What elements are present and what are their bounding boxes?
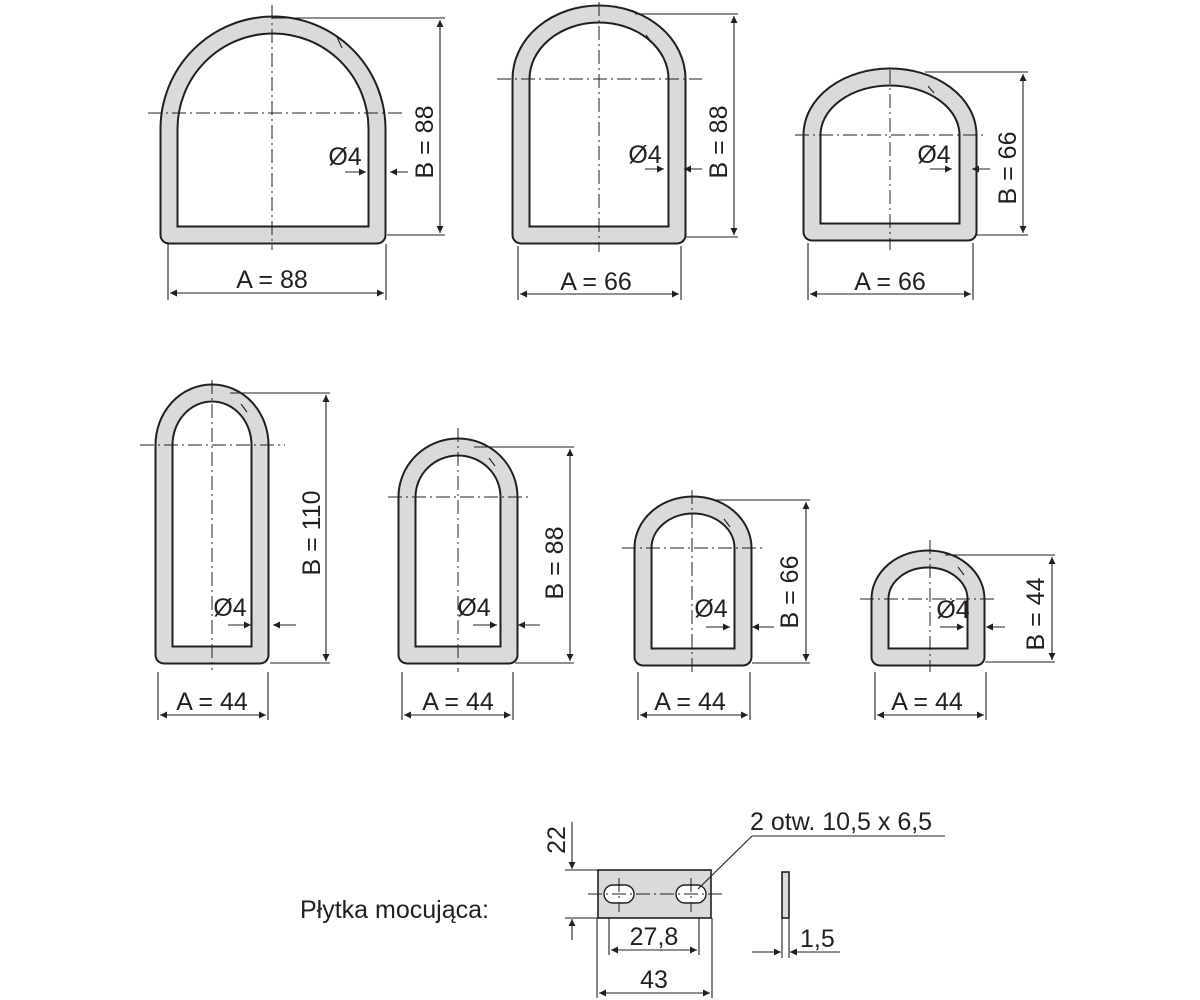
handle-6 xyxy=(622,490,810,720)
plate-height-label: 22 xyxy=(543,826,571,854)
handle-4 xyxy=(140,380,330,720)
plate-side-view xyxy=(782,872,789,918)
handle-2-width-label: A = 66 xyxy=(560,268,632,296)
handle-2-height-label: B = 88 xyxy=(705,105,733,179)
handle-7-width-label: A = 44 xyxy=(891,688,963,716)
plate-hole-spacing-label: 27,8 xyxy=(629,923,679,951)
handle-7 xyxy=(860,540,1055,720)
handle-4-height-label: B = 110 xyxy=(298,490,326,576)
handle-5-wire-label: Ø4 xyxy=(457,594,491,622)
handle-6-wire-label: Ø4 xyxy=(694,595,728,623)
handle-1-width-label: A = 88 xyxy=(236,266,308,294)
plate-holes-label: 2 otw. 10,5 x 6,5 xyxy=(750,808,933,836)
handle-5-height-label: B = 88 xyxy=(541,526,569,600)
handle-2 xyxy=(497,2,738,300)
handle-6-height-label: B = 66 xyxy=(776,555,804,629)
plate-length-label: 43 xyxy=(640,966,668,994)
mounting-plate xyxy=(300,808,945,998)
handle-3-width-label: A = 66 xyxy=(854,268,926,296)
handle-1 xyxy=(148,5,445,300)
handle-1-height-label: B = 88 xyxy=(411,105,439,179)
handle-1-wire-label: Ø4 xyxy=(328,143,362,171)
handle-3-wire-label: Ø4 xyxy=(917,141,951,169)
handle-3 xyxy=(795,70,1028,300)
plate-thickness-label: 1,5 xyxy=(800,925,835,953)
handle-5-width-label: A = 44 xyxy=(422,688,494,716)
handle-7-wire-label: Ø4 xyxy=(936,596,970,624)
handle-5 xyxy=(388,428,574,720)
plate-title: Płytka mocująca: xyxy=(300,896,489,924)
handle-2-wire-label: Ø4 xyxy=(628,141,662,169)
handle-6-width-label: A = 44 xyxy=(654,688,726,716)
handle-4-wire-label: Ø4 xyxy=(213,594,247,622)
handle-4-width-label: A = 44 xyxy=(176,688,248,716)
handle-7-height-label: B = 44 xyxy=(1022,577,1050,651)
handle-3-height-label: B = 66 xyxy=(994,131,1022,205)
